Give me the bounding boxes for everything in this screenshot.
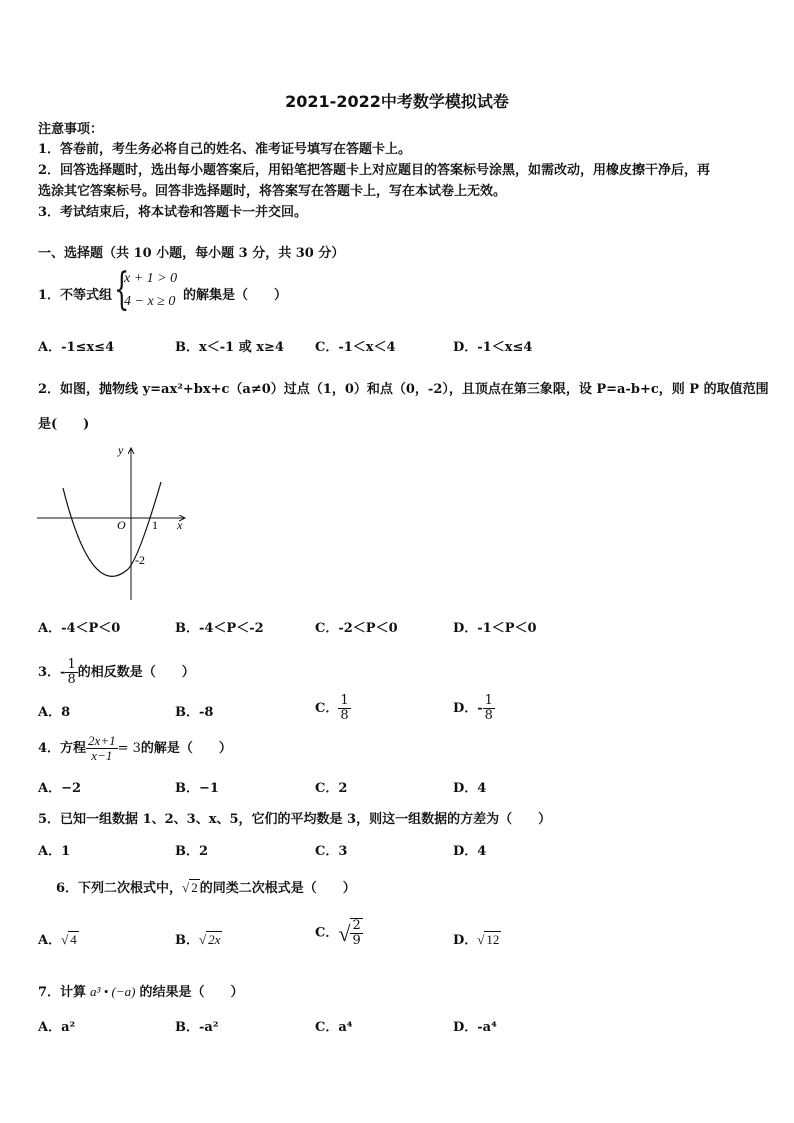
q4-option-b: B．−1	[175, 781, 219, 796]
notice-line-1: 1．答卷前，考生务必将自己的姓名、准考证号填写在答题卡上。	[38, 142, 412, 157]
q1-option-a: A．-1≤x≤4	[38, 340, 115, 355]
q2-option-d: D．-1＜P＜0	[453, 621, 537, 636]
notice-line-3: 3．考试结束后，将本试卷和答题卡一并交回。	[38, 205, 308, 220]
q3-option-b: B．-8	[175, 705, 214, 720]
q7-expression: a³ • (−a)	[90, 984, 136, 999]
y-axis-label: y	[118, 443, 124, 457]
q4-option-c: C．2	[315, 781, 348, 796]
q1-inequality-2: 4 − x ≥ 0	[124, 294, 176, 309]
q6-option-a: A．√ 4	[38, 932, 77, 948]
y-tick-neg2: -2	[135, 553, 145, 567]
q3-option-a: A．8	[38, 705, 71, 720]
q2-option-b: B．-4＜P＜-2	[175, 621, 264, 636]
q4-suffix: 的解是（ ）	[140, 741, 232, 756]
q4-option-a: A．−2	[38, 781, 82, 796]
q6-prefix: 6．下列二次根式中，	[56, 881, 183, 896]
q1-option-d: D．-1＜x≤4	[453, 340, 533, 355]
q5-option-c: C．3	[315, 844, 348, 859]
section-heading: 一、选择题（共 10 小题，每小题 3 分，共 30 分）	[38, 246, 345, 261]
q2-option-a: A．-4＜P＜0	[38, 621, 121, 636]
q7-option-b: B．-a²	[175, 1020, 219, 1035]
q2-text-line-1: 2．如图，抛物线 y=ax²+bx+c（a≠0）过点（1，0）和点（0，-2），且顶点在第三象限，设 P=a-b+c，则 P 的取值范围	[38, 382, 769, 397]
x-tick-1: 1	[152, 518, 158, 532]
q4-equals: = 3	[117, 741, 141, 756]
q1-option-c: C．-1＜x＜4	[315, 340, 396, 355]
q5-option-d: D．4	[453, 844, 487, 859]
q3-prefix: 3．-	[38, 665, 66, 680]
q1-option-b: B．x＜-1 或 x≥4	[175, 340, 284, 355]
x-axis-label: x	[177, 518, 183, 532]
q4-fraction: $\frac{2x+1}{x-1}$	[88, 733, 116, 763]
q7-prefix: 7．计算	[38, 985, 87, 1000]
q7-option-a: A．a²	[38, 1020, 76, 1035]
q3-suffix: 的相反数是（ ）	[77, 665, 195, 680]
q6-sqrt-2: √ 2	[182, 880, 198, 895]
q1-suffix: 的解集是（ ）	[183, 288, 288, 303]
notice-line-2b: 选涂其它答案标号。回答非选择题时，将答案写在答题卡上，写在本试卷上无效。	[38, 184, 507, 199]
q7-option-c: C．a⁴	[315, 1020, 353, 1035]
q6-option-d: D．√ 12	[453, 932, 500, 948]
q6-option-c: C．√ $\frac{2}{9}$	[315, 918, 361, 948]
q2-option-c: C．-2＜P＜0	[315, 621, 398, 636]
page-title: 2021-2022中考数学模拟试卷	[285, 92, 509, 111]
q4-prefix: 4．方程	[38, 741, 87, 756]
q7-suffix: 的结果是（ ）	[139, 985, 244, 1000]
q4-option-d: D．4	[453, 781, 487, 796]
parabola-graph	[35, 440, 195, 605]
q1-prefix: 1．不等式组	[38, 288, 113, 303]
notice-heading: 注意事项：	[38, 122, 104, 137]
q6-option-b: B．√ 2x	[175, 932, 221, 948]
q3-fraction: $\frac{1}{8}$	[67, 657, 76, 687]
q5-option-a: A．1	[38, 844, 71, 859]
q6-suffix: 的同类二次根式是（ ）	[199, 881, 356, 896]
q5-option-b: B．2	[175, 844, 209, 859]
q3-option-d: D．- $\frac{1}{8}$	[453, 693, 493, 723]
q1-brace: {	[114, 264, 130, 315]
origin-label: O	[117, 518, 126, 532]
parabola-curve	[63, 482, 161, 576]
notice-line-2a: 2．回答选择题时，选出每小题答案后，用铅笔把答题卡上对应题目的答案标号涂黑，如需改动，用橡皮擦干净后，再	[38, 163, 711, 178]
q3-option-c: C． $\frac{1}{8}$	[315, 693, 349, 723]
q5-text: 5．已知一组数据 1、2、3、x、5，它们的平均数是 3，则这一组数据的方差为（ ）	[38, 812, 552, 827]
q1-inequality-1: x + 1 > 0	[124, 271, 178, 286]
q2-text-line-2: 是( )	[38, 417, 90, 432]
q7-option-d: D．-a⁴	[453, 1020, 497, 1035]
